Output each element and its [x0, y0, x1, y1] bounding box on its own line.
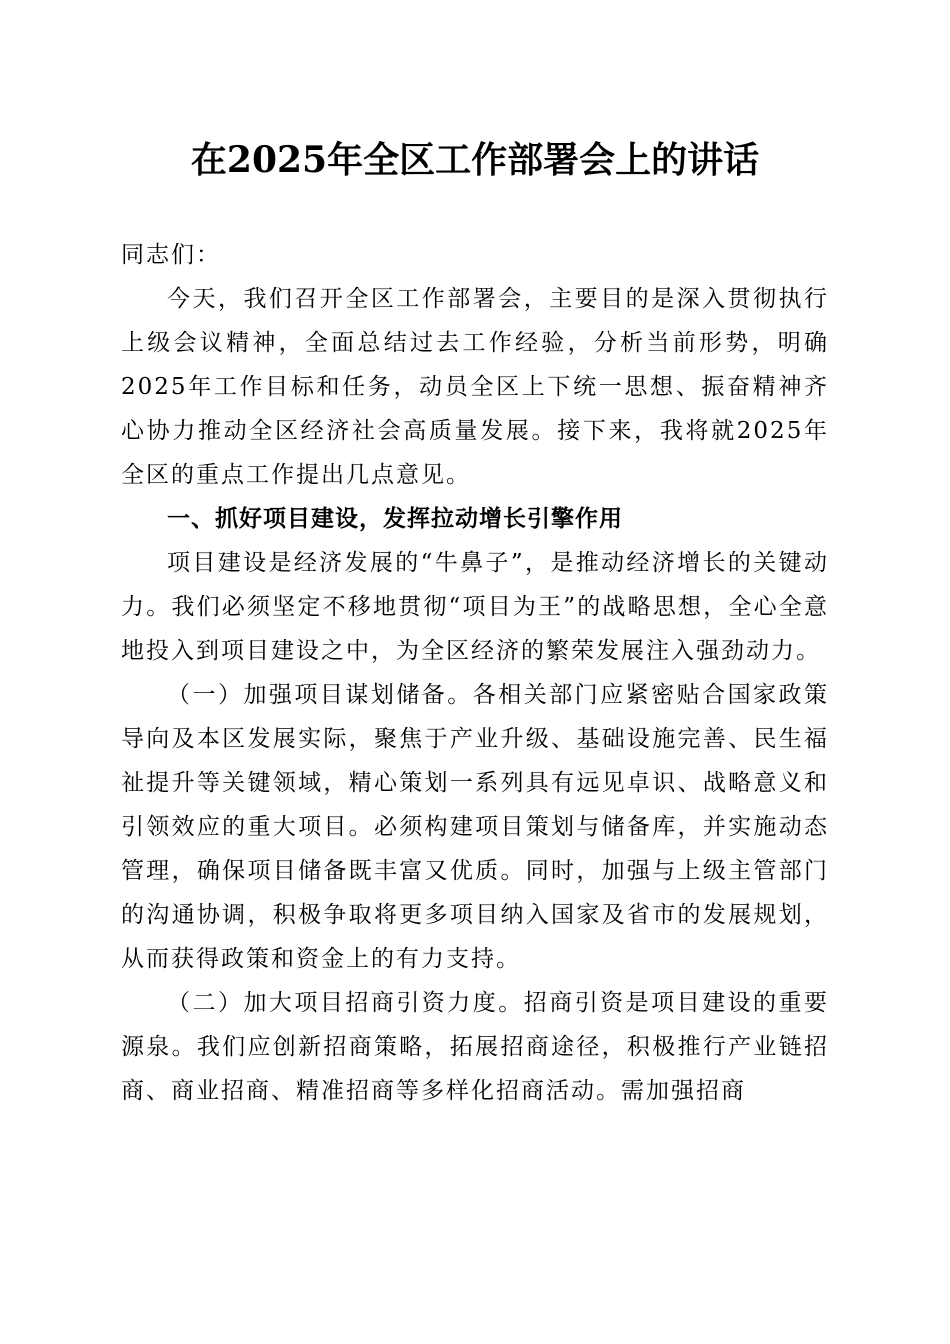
subsection-2-lead: （二）加大项目招商引资力度。	[167, 990, 524, 1016]
subsection-2-text: 招商引资是项目建设的重要源泉。我们应创新招商策略，拓展招商途径，积极推行产业链招商、商业招商、精准招商等多样化招商活动。需加强招商	[121, 990, 830, 1104]
subsection-1	[121, 673, 829, 981]
document-body	[121, 233, 829, 1113]
salutation: 同志们：	[121, 242, 221, 268]
subsection-1-text: 各相关部门应紧密贴合国家政策导向及本区发展实际，聚焦于产业升级、基础设施完善、民生福祉提升等关键领域，精心策划一系列具有远见卓识、战略意义和引领效应的重大项目。必须构建项目策划与储备库，并实施动态管理，确保项目储备既丰富又优质。同时，加强与上级主管部门的沟通协调，积极争取将更多项目纳入国家及省市的发展规划，从而获得政策和资金上的有力支持。	[121, 682, 830, 972]
subsection-2	[121, 981, 829, 1113]
section-paragraph: 项目建设是经济发展的“牛鼻子”，是推动经济增长的关键动力。我们必须坚定不移地贯彻“项目为王”的战略思想，全心全意地投入到项目建设之中，为全区经济的繁荣发展注入强劲动力。	[121, 550, 829, 664]
intro-paragraph: 今天，我们召开全区工作部署会，主要目的是深入贯彻执行上级会议精神，全面总结过去工作经验，分析当前形势，明确2025年工作目标和任务，动员全区上下统一思想、振奋精神齐心协力推动全区经济社会高质量发展。接下来，我将就2025年全区的重点工作提出几点意见。	[121, 286, 829, 488]
subsection-1-lead: （一）加强项目谋划储备。	[167, 682, 473, 708]
section-heading: 一、抓好项目建设，发挥拉动增长引擎作用	[167, 506, 623, 532]
document-title: 在2025年全区工作部署会上的讲话	[190, 139, 760, 181]
